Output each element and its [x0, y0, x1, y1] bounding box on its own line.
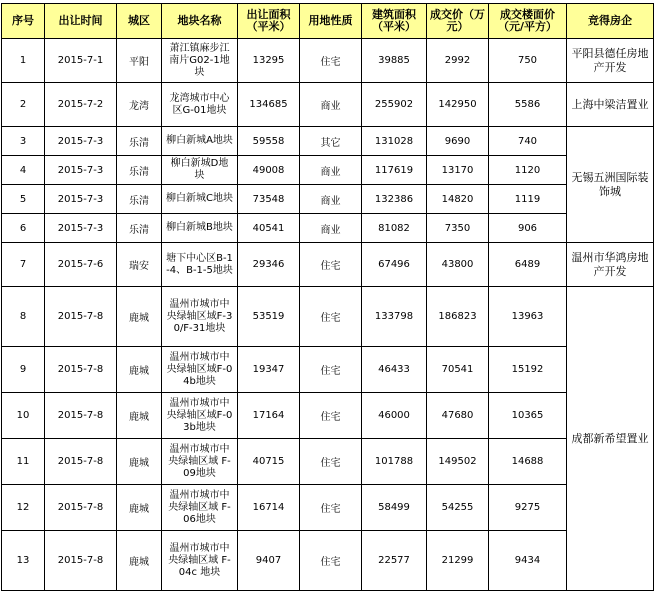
cell-no: 11 — [2, 439, 45, 485]
cell-name: 温州市城市中央绿轴区域 F-06地块 — [162, 485, 238, 531]
table-row — [2, 485, 654, 531]
cell-unit-price: 13963 — [489, 287, 567, 347]
cell-district: 乐清 — [117, 127, 162, 156]
cell-district: 鹿城 — [117, 393, 162, 439]
cell-price: 142950 — [427, 83, 489, 127]
cell-floor-area: 101788 — [362, 439, 427, 485]
cell-unit-price: 9275 — [489, 485, 567, 531]
cell-price: 7350 — [427, 214, 489, 243]
cell-area: 29346 — [238, 243, 300, 287]
cell-use: 商业 — [300, 83, 362, 127]
header-area: 出让面积（平米） — [238, 4, 300, 39]
cell-area: 17164 — [238, 393, 300, 439]
cell-unit-price: 750 — [489, 39, 567, 83]
cell-use: 商业 — [300, 185, 362, 214]
cell-floor-area: 67496 — [362, 243, 427, 287]
cell-no: 6 — [2, 214, 45, 243]
cell-name: 柳白新城A地块 — [162, 127, 238, 156]
cell-no: 4 — [2, 156, 45, 185]
cell-floor-area: 46433 — [362, 347, 427, 393]
cell-district: 龙湾 — [117, 83, 162, 127]
cell-district: 平阳 — [117, 39, 162, 83]
cell-use: 住宅 — [300, 439, 362, 485]
cell-floor-area: 133798 — [362, 287, 427, 347]
cell-no: 12 — [2, 485, 45, 531]
cell-no: 13 — [2, 531, 45, 591]
cell-winner: 成都新希望置业 — [567, 287, 654, 591]
cell-no: 3 — [2, 127, 45, 156]
header-district: 城区 — [117, 4, 162, 39]
cell-area: 40715 — [238, 439, 300, 485]
cell-date: 2015-7-8 — [45, 287, 117, 347]
cell-date: 2015-7-1 — [45, 39, 117, 83]
cell-date: 2015-7-6 — [45, 243, 117, 287]
cell-district: 鹿城 — [117, 485, 162, 531]
cell-no: 1 — [2, 39, 45, 83]
header-row — [2, 4, 654, 39]
cell-area: 59558 — [238, 127, 300, 156]
cell-price: 2992 — [427, 39, 489, 83]
cell-price: 186823 — [427, 287, 489, 347]
cell-use: 住宅 — [300, 243, 362, 287]
table-row — [2, 243, 654, 287]
cell-unit-price: 740 — [489, 127, 567, 156]
cell-price: 47680 — [427, 393, 489, 439]
cell-use: 住宅 — [300, 39, 362, 83]
cell-unit-price: 9434 — [489, 531, 567, 591]
cell-use: 住宅 — [300, 347, 362, 393]
cell-price: 9690 — [427, 127, 489, 156]
cell-use: 商业 — [300, 214, 362, 243]
cell-unit-price: 10365 — [489, 393, 567, 439]
header-price: 成交价（万元） — [427, 4, 489, 39]
cell-floor-area: 117619 — [362, 156, 427, 185]
cell-price: 13170 — [427, 156, 489, 185]
cell-area: 73548 — [238, 185, 300, 214]
cell-date: 2015-7-3 — [45, 127, 117, 156]
header-date: 出让时间 — [45, 4, 117, 39]
cell-district: 鹿城 — [117, 347, 162, 393]
cell-use: 住宅 — [300, 393, 362, 439]
table-row — [2, 127, 654, 156]
cell-floor-area: 255902 — [362, 83, 427, 127]
cell-winner: 无锡五洲国际装饰城 — [567, 127, 654, 243]
table-row — [2, 83, 654, 127]
cell-floor-area: 58499 — [362, 485, 427, 531]
cell-price: 21299 — [427, 531, 489, 591]
header-floor-area: 建筑面积（平米） — [362, 4, 427, 39]
cell-price: 70541 — [427, 347, 489, 393]
cell-use: 住宅 — [300, 531, 362, 591]
cell-name: 柳白新城C地块 — [162, 185, 238, 214]
table-row — [2, 531, 654, 591]
land-transaction-table — [1, 3, 654, 591]
cell-name: 温州市城市中央绿轴区域F-03b地块 — [162, 393, 238, 439]
cell-unit-price: 14688 — [489, 439, 567, 485]
cell-no: 2 — [2, 83, 45, 127]
table-row — [2, 347, 654, 393]
cell-name: 塘下中心区B-1-4、B-1-5地块 — [162, 243, 238, 287]
cell-use: 住宅 — [300, 485, 362, 531]
cell-district: 乐清 — [117, 214, 162, 243]
table-row — [2, 185, 654, 214]
header-use: 用地性质 — [300, 4, 362, 39]
cell-district: 乐清 — [117, 156, 162, 185]
cell-floor-area: 22577 — [362, 531, 427, 591]
header-winner: 竞得房企 — [567, 4, 654, 39]
cell-area: 16714 — [238, 485, 300, 531]
cell-unit-price: 6489 — [489, 243, 567, 287]
cell-no: 8 — [2, 287, 45, 347]
cell-use: 其它 — [300, 127, 362, 156]
header-name: 地块名称 — [162, 4, 238, 39]
cell-district: 鹿城 — [117, 531, 162, 591]
cell-price: 43800 — [427, 243, 489, 287]
cell-use: 商业 — [300, 156, 362, 185]
cell-date: 2015-7-8 — [45, 485, 117, 531]
cell-district: 鹿城 — [117, 287, 162, 347]
header-no: 序号 — [2, 4, 45, 39]
cell-floor-area: 131028 — [362, 127, 427, 156]
cell-winner: 平阳县德任房地产开发 — [567, 39, 654, 83]
cell-no: 10 — [2, 393, 45, 439]
cell-date: 2015-7-8 — [45, 393, 117, 439]
cell-unit-price: 5586 — [489, 83, 567, 127]
cell-area: 134685 — [238, 83, 300, 127]
table-row — [2, 393, 654, 439]
cell-winner: 上海中梁洁置业 — [567, 83, 654, 127]
cell-no: 5 — [2, 185, 45, 214]
table-row — [2, 287, 654, 347]
table-row — [2, 39, 654, 83]
cell-name: 温州市城市中央绿轴区域F-30/F-31地块 — [162, 287, 238, 347]
cell-area: 49008 — [238, 156, 300, 185]
cell-no: 9 — [2, 347, 45, 393]
cell-floor-area: 46000 — [362, 393, 427, 439]
cell-name: 柳白新城D地块 — [162, 156, 238, 185]
cell-area: 40541 — [238, 214, 300, 243]
cell-date: 2015-7-8 — [45, 347, 117, 393]
cell-use: 住宅 — [300, 287, 362, 347]
cell-name: 萧江镇麻步江南片G02-1地块 — [162, 39, 238, 83]
cell-date: 2015-7-3 — [45, 185, 117, 214]
cell-district: 乐清 — [117, 185, 162, 214]
table-row — [2, 439, 654, 485]
cell-price: 149502 — [427, 439, 489, 485]
table-row — [2, 156, 654, 185]
cell-name: 温州市城市中央绿轴区域 F-04c 地块 — [162, 531, 238, 591]
cell-price: 54255 — [427, 485, 489, 531]
cell-date: 2015-7-3 — [45, 214, 117, 243]
cell-district: 瑞安 — [117, 243, 162, 287]
cell-area: 19347 — [238, 347, 300, 393]
table-row — [2, 214, 654, 243]
cell-floor-area: 39885 — [362, 39, 427, 83]
cell-unit-price: 1120 — [489, 156, 567, 185]
header-unit-price: 成交楼面价（元/平方） — [489, 4, 567, 39]
cell-unit-price: 1119 — [489, 185, 567, 214]
cell-floor-area: 81082 — [362, 214, 427, 243]
cell-winner: 温州市华鸿房地产开发 — [567, 243, 654, 287]
cell-area: 53519 — [238, 287, 300, 347]
cell-name: 龙湾城市中心区G-01地块 — [162, 83, 238, 127]
cell-name: 柳白新城B地块 — [162, 214, 238, 243]
cell-no: 7 — [2, 243, 45, 287]
cell-name: 温州市城市中央绿轴区域F-04b地块 — [162, 347, 238, 393]
cell-floor-area: 132386 — [362, 185, 427, 214]
cell-date: 2015-7-3 — [45, 156, 117, 185]
cell-date: 2015-7-8 — [45, 439, 117, 485]
cell-name: 温州市城市中央绿轴区域 F-09地块 — [162, 439, 238, 485]
cell-unit-price: 15192 — [489, 347, 567, 393]
cell-unit-price: 906 — [489, 214, 567, 243]
cell-date: 2015-7-8 — [45, 531, 117, 591]
cell-area: 13295 — [238, 39, 300, 83]
cell-date: 2015-7-2 — [45, 83, 117, 127]
cell-area: 9407 — [238, 531, 300, 591]
cell-district: 鹿城 — [117, 439, 162, 485]
cell-price: 14820 — [427, 185, 489, 214]
